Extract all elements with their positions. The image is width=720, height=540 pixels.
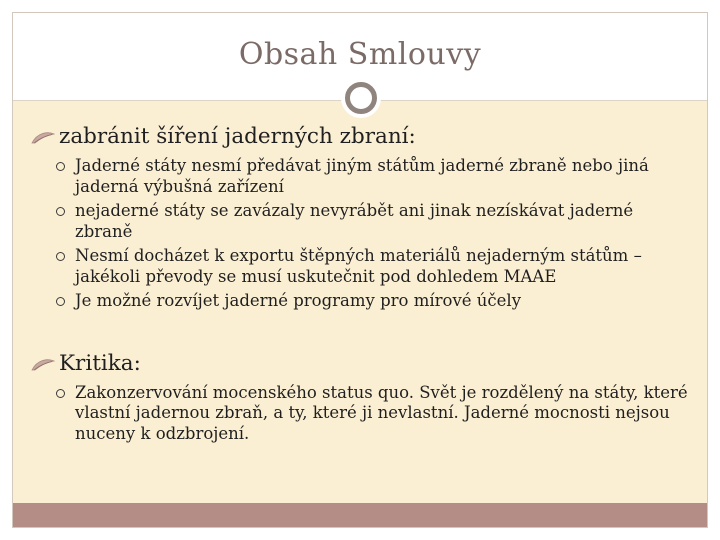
hollow-circle-bullet-icon	[56, 252, 65, 261]
section-heading-2	[31, 350, 691, 377]
section-heading-1	[31, 123, 691, 150]
leaf-bullet-icon	[31, 358, 55, 372]
hollow-circle-bullet-icon	[56, 162, 65, 171]
section-heading-text: zabránit šíření jaderných zbraní:	[59, 124, 416, 149]
list-item	[31, 156, 691, 197]
list-item	[31, 383, 691, 445]
section-heading-text: Kritika:	[59, 350, 141, 376]
list-item-text: Zakonzervování mocenského status quo. Svět je rozdělený na státy, které vlastní jadernou zbraň, a ty, které ji nevlastní. Jaderné mocnosti nejsou nuceny k odzbrojení.	[75, 382, 688, 443]
ring-ornament-icon	[341, 78, 381, 118]
list-item	[31, 291, 691, 312]
list-item	[31, 246, 691, 287]
slide-content	[31, 123, 691, 448]
list-item-text: Nesmí docházet k exportu štěpných materiálů nejaderným státům – jakékoli převody se musí uskutečnit pod dohledem MAAE	[75, 246, 642, 286]
section-2-list	[31, 383, 691, 445]
section-1-list	[31, 156, 691, 312]
hollow-circle-bullet-icon	[56, 297, 65, 306]
list-item-text: Je možné rozvíjet jaderné programy pro mírové účely	[75, 291, 522, 310]
hollow-circle-bullet-icon	[56, 207, 65, 216]
title-divider-left	[13, 100, 343, 101]
ornament-ring	[345, 82, 377, 114]
slide	[12, 12, 708, 528]
slide-title: Obsah Smlouvy	[238, 37, 482, 72]
list-item-text: nejaderné státy se zavázaly nevyrábět ani jinak nezískávat jaderné zbraně	[75, 201, 634, 241]
title-divider-right	[379, 100, 708, 101]
section-spacer	[31, 316, 691, 350]
footer-bar	[13, 503, 707, 528]
list-item-text: Jaderné státy nesmí předávat jiným státům jaderné zbraně nebo jiná jaderná výbušná zařízení	[75, 156, 649, 196]
list-item	[31, 201, 691, 242]
leaf-bullet-icon	[31, 131, 55, 145]
hollow-circle-bullet-icon	[56, 389, 65, 398]
